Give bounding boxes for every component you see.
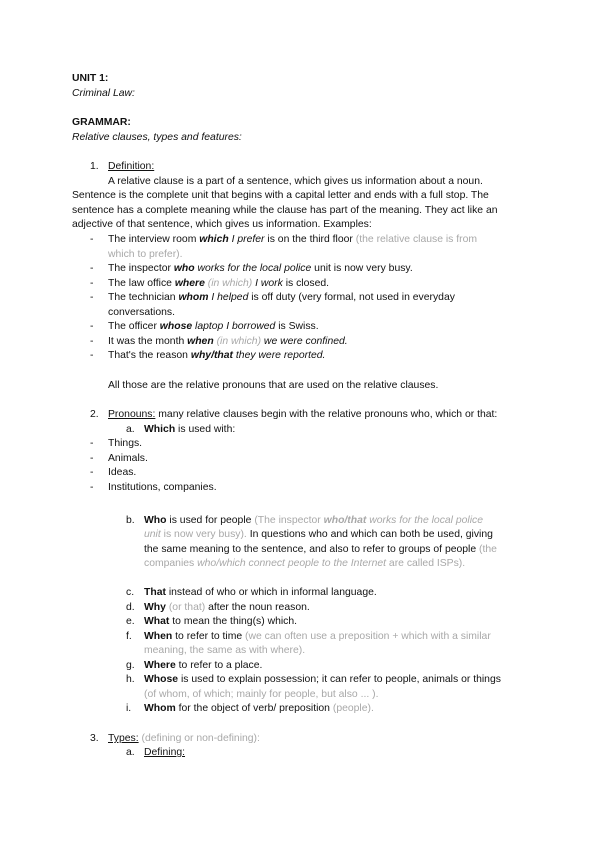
section-3-heading: Types: (defining or non-defining): (108, 733, 260, 744)
bullet-dash: - (90, 438, 94, 449)
list-marker-c: c. (126, 587, 135, 598)
item-that: That instead of who or which in informal language. (144, 587, 377, 598)
list-marker-b: b. (126, 515, 135, 526)
bullet-dash: - (90, 234, 94, 245)
list-marker-f: f. (126, 631, 132, 642)
bullet-dash: - (90, 263, 94, 274)
section-3-number: 3. (90, 733, 99, 744)
item-whom: Whom for the object of verb/ preposition (people). (144, 703, 374, 714)
example-3: The law office where (in which) I work is closed. (108, 278, 330, 289)
item-whose-cont: (of whom, of which; mainly for people, but also ... ). (144, 689, 379, 700)
item-who-line-2: unit is now very busy). In questions who and which can both be used, giving (144, 529, 493, 540)
section-1-number: 1. (90, 161, 99, 172)
definition-line-1: A relative clause is a part of a sentence, which gives us information about a noun. (108, 176, 483, 187)
bullet-dash: - (90, 467, 94, 478)
list-marker-i: i. (126, 703, 132, 714)
item-when: When to refer to time (we can often use a preposition + which with a similar (144, 631, 491, 642)
list-marker-a: a. (126, 424, 135, 435)
item-why: Why (or that) after the noun reason. (144, 602, 310, 613)
item-what: What to mean the thing(s) which. (144, 616, 298, 627)
which-use-4: Institutions, companies. (108, 482, 217, 493)
example-1: The interview room which I prefer is on the third floor (the relative clause is from (108, 234, 478, 245)
item-who-line-4: companies who/which connect people to the Internet are called ISPs). (144, 558, 466, 569)
item-where: Where to refer to a place. (144, 660, 263, 671)
which-use-1: Things. (108, 438, 143, 449)
bullet-dash: - (90, 292, 94, 303)
unit-title: UNIT 1: (72, 73, 109, 84)
grammar-title: GRAMMAR: (72, 117, 131, 128)
bullet-dash: - (90, 321, 94, 332)
definition-line-2: Sentence is the complete unit that begins with a capital letter and ends with a full stop. The (72, 190, 489, 201)
bullet-dash: - (90, 482, 94, 493)
list-marker-e: e. (126, 616, 135, 627)
item-when-cont: meaning, the same as with where). (144, 645, 306, 656)
closing-line: All those are the relative pronouns that are used on the relative clauses. (108, 380, 439, 391)
item-defining: Defining: (144, 747, 186, 758)
grammar-subtitle: Relative clauses, types and features: (72, 132, 242, 143)
example-1-cont: which to prefer). (108, 249, 183, 260)
list-marker-h: h. (126, 674, 135, 685)
unit-subtitle: Criminal Law: (72, 88, 135, 99)
example-2: The inspector who works for the local police unit is now very busy. (108, 263, 413, 274)
definition-line-4: adjective of that sentence, which gives us information. Examples: (72, 219, 372, 230)
example-7: That's the reason why/that they were reported. (108, 350, 326, 361)
definition-line-3: sentence has a complete meaning while the clause has part of the meaning. They act like an (72, 205, 498, 216)
bullet-dash: - (90, 336, 94, 347)
example-5: The officer whose laptop I borrowed is Swiss. (108, 321, 319, 332)
list-marker-g: g. (126, 660, 135, 671)
which-use-2: Animals. (108, 453, 148, 464)
item-who-line-1: Who is used for people (The inspector who/that works for the local police (144, 515, 484, 526)
bullet-dash: - (90, 278, 94, 289)
list-marker-a: a. (126, 747, 135, 758)
section-1-heading: Definition: (108, 161, 155, 172)
item-who-line-3: the same meaning to the sentence, and also to refer to groups of people (the (144, 544, 497, 555)
bullet-dash: - (90, 453, 94, 464)
bullet-dash: - (90, 350, 94, 361)
example-6: It was the month when (in which) we were confined. (108, 336, 348, 347)
item-whose: Whose is used to explain possession; it can refer to people, animals or things (144, 674, 501, 685)
section-2-intro: Pronouns: many relative clauses begin with the relative pronouns who, which or that: (108, 409, 498, 420)
list-marker-d: d. (126, 602, 135, 613)
section-2-number: 2. (90, 409, 99, 420)
item-which: Which is used with: (144, 424, 236, 435)
example-4-cont: conversations. (108, 307, 175, 318)
which-use-3: Ideas. (108, 467, 137, 478)
example-4: The technician whom I helped is off duty (very formal, not used in everyday (108, 292, 455, 303)
